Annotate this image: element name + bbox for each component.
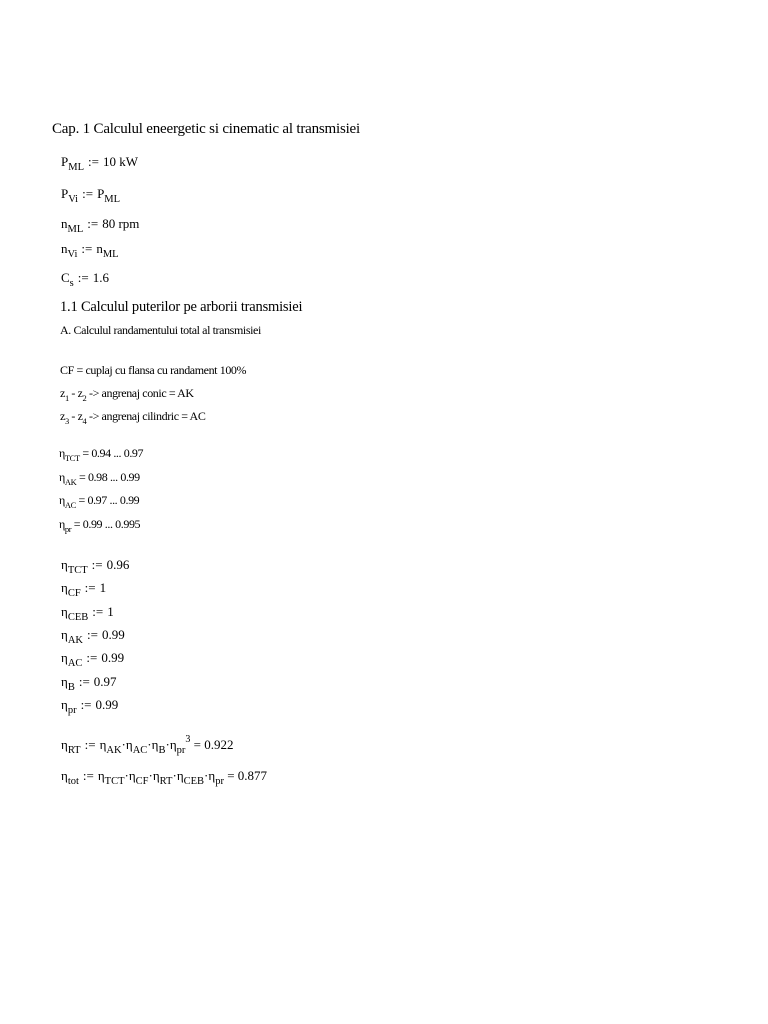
range-pr: $\eta_{pr} = 0.99$ ... 0.995 [59,517,141,534]
note-ak: $z_1 - z_2$ -> angrenaj conic = AK [60,386,194,403]
chapter-title: Cap. 1 Calculul eneergetic si cinematic al transmisiei [52,121,360,137]
subsection-heading: A. Calculul randamentului total al transmisiei [60,323,261,337]
eq-c-s: $C_s$ := 1.6 [61,270,109,289]
note-ac: $z_3 - z_4$ -> angrenaj cilindric = AC [60,409,206,426]
eq-p-ml: $P_{ML}$ := 10 kW [61,154,138,173]
section-heading: 1.1 Calculul puterilor pe arborii transmisiei [60,299,303,315]
range-ac: $\eta_{AC} = 0.97$ ... 0.99 [59,493,140,510]
range-ak: $\eta_{AK} = 0.98$ ... 0.99 [59,470,140,487]
eq-eta-b: $\eta_B$ := 0.97 [61,674,117,693]
eq-eta-rt: $\eta_{RT}$ := $\eta_{AK}\cdot\eta_{AC}\cdot\eta_B\cdot\eta_{pr}^3 = 0.922$ [61,734,234,756]
eq-eta-pr: $\eta_{pr}$ := 0.99 [61,697,119,716]
eq-p-vi: $P_{Vi}$ := $P_{ML}$ [61,186,121,205]
range-tct: $\eta_{TCT} = 0.94$ ... 0.97 [59,446,144,463]
eq-eta-cf: $\eta_{CF}$ := 1 [61,580,107,599]
eq-n-vi: $n_{Vi}$ := $n_{ML}$ [61,241,119,260]
eq-eta-ac: $\eta_{AC}$ := 0.99 [61,650,125,669]
eq-eta-ak: $\eta_{AK}$ := 0.99 [61,627,125,646]
eq-eta-tot: $\eta_{tot}$ := $\eta_{TCT}\cdot\eta_{CF}\cdot\eta_{RT}\cdot\eta_{CEB}\cdot\eta_{pr} = 0.877$ [61,768,268,787]
eq-eta-ceb: $\eta_{CEB}$ := 1 [61,604,114,623]
note-cf: CF = cuplaj cu flansa cu randament 100% [60,363,247,377]
eq-n-ml: $n_{ML}$ := 80 rpm [61,216,140,235]
eq-eta-tct: $\eta_{TCT}$ := 0.96 [61,557,130,576]
